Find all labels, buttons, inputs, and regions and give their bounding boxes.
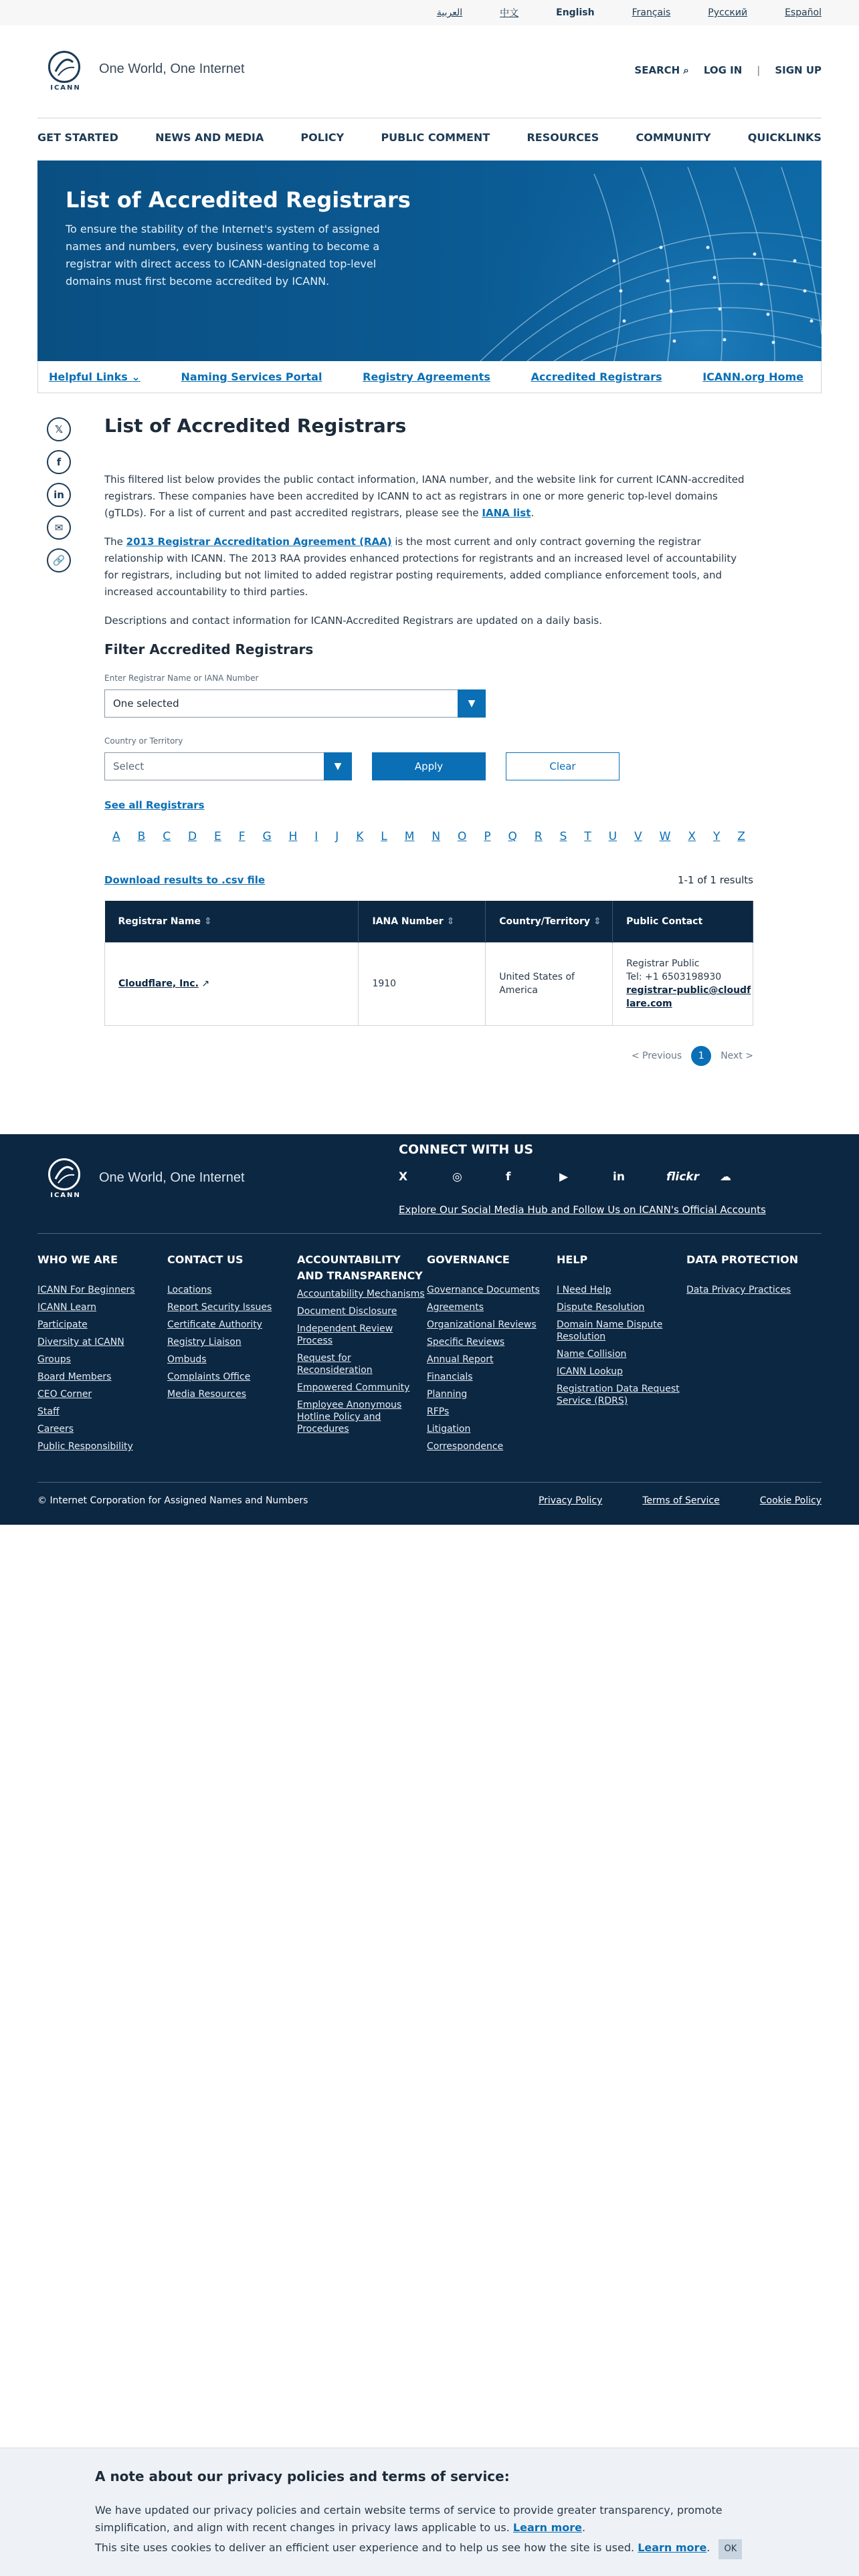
- sort-icon: ⇕: [203, 916, 212, 927]
- legal-links: [539, 1495, 822, 1506]
- contact-name: Registrar Public: [626, 958, 700, 969]
- footer-link[interactable]: Ombuds: [167, 1354, 207, 1365]
- letter-v[interactable]: V: [634, 830, 642, 843]
- letter-r[interactable]: R: [534, 830, 543, 843]
- footer-columns: [37, 1252, 816, 1458]
- cell-country: United States of America: [486, 942, 613, 1025]
- footer-link[interactable]: Domain Name Dispute Resolution: [557, 1319, 663, 1342]
- nav-policy[interactable]: POLICY: [300, 131, 345, 144]
- raa-paragraph: [104, 534, 753, 601]
- letter-q[interactable]: Q: [508, 830, 517, 843]
- flickr-icon[interactable]: flickr: [666, 1170, 699, 1184]
- footer-col-data-protection: [686, 1252, 816, 1458]
- footer-logo[interactable]: [44, 1158, 87, 1198]
- letter-g[interactable]: G: [262, 830, 272, 843]
- col-iana-number[interactable]: [359, 901, 486, 942]
- lang-russian[interactable]: Русский: [708, 7, 748, 18]
- logo-text: ICANN: [50, 84, 81, 92]
- country-select[interactable]: [104, 752, 352, 780]
- letter-d[interactable]: D: [188, 830, 197, 843]
- youtube-icon[interactable]: ▶: [559, 1170, 569, 1184]
- col-public-contact: [613, 901, 753, 942]
- letter-k[interactable]: K: [356, 830, 364, 843]
- globe-graphic: [393, 160, 822, 361]
- intro-text-a: This filtered list below provides the public contact information, IANA number, and the website link for current ICANN-accredited registrars. These companies have been accredited by ICANN to act as registrars in one or more generic top-level domains (gTLDs). For a list of current and past accredited registrars, please see the: [104, 473, 745, 519]
- facebook-icon[interactable]: f: [47, 450, 71, 474]
- nav-quicklinks[interactable]: QUICKLINKS: [747, 131, 822, 144]
- footer-link[interactable]: ICANN For Beginners: [37, 1285, 135, 1295]
- contact-email[interactable]: registrar-public@cloudflare.com: [626, 985, 751, 1009]
- results-count: 1-1 of 1 results: [677, 874, 753, 886]
- lang-french[interactable]: Français: [632, 7, 671, 18]
- apply-button[interactable]: Apply: [372, 752, 486, 780]
- header-separator: |: [757, 64, 761, 76]
- footer-link[interactable]: Data Privacy Practices: [686, 1285, 791, 1295]
- country-label: Country or Territory: [104, 736, 183, 746]
- learn-more-link[interactable]: Learn more: [512, 2521, 583, 2534]
- nav-community[interactable]: COMMUNITY: [636, 131, 711, 144]
- cell-registrar-name: [105, 942, 359, 1025]
- letter-e[interactable]: E: [214, 830, 221, 843]
- letter-c[interactable]: C: [163, 830, 171, 843]
- clear-button[interactable]: Clear: [506, 752, 619, 780]
- pagination: [104, 1046, 753, 1066]
- footer-link[interactable]: Specific Reviews: [427, 1337, 505, 1348]
- footer-link[interactable]: Correspondence: [427, 1441, 504, 1452]
- link-registry-agreements[interactable]: Registry Agreements: [363, 370, 490, 383]
- x-icon[interactable]: X: [399, 1170, 408, 1184]
- footer-link[interactable]: Independent Review Process: [297, 1323, 393, 1346]
- helpful-links-bar: [37, 361, 822, 393]
- icann-logo[interactable]: [44, 51, 87, 91]
- letter-l[interactable]: L: [381, 830, 387, 843]
- footer-link[interactable]: Public Responsibility: [37, 1441, 133, 1452]
- letter-u[interactable]: U: [608, 830, 617, 843]
- lang-spanish[interactable]: Español: [785, 7, 822, 18]
- table-row: [105, 942, 753, 1025]
- cookie-text-body: This site uses cookies to deliver an efficient user experience and to help us see how the site is used.: [95, 2541, 635, 2554]
- footer-logo-text: ICANN: [50, 1192, 81, 1199]
- page-1-button[interactable]: 1: [691, 1046, 711, 1066]
- registrar-name-select[interactable]: [104, 689, 486, 718]
- previous-page-button[interactable]: < Previous: [631, 1050, 682, 1061]
- lang-chinese[interactable]: 中文: [500, 8, 519, 19]
- col-registrar-name-label: Registrar Name: [118, 916, 201, 927]
- privacy-text-body: We have updated our privacy policies and certain website terms of service to provide greater transparency, promote simplification, and align with recent changes in privacy laws applicable to us.: [95, 2504, 723, 2534]
- table-header-row: [105, 901, 753, 942]
- chevron-down-icon: ⌄: [131, 370, 140, 383]
- letter-i[interactable]: I: [314, 830, 318, 843]
- helpful-links-label: Helpful Links: [49, 370, 128, 383]
- lang-english[interactable]: English: [556, 7, 595, 18]
- registrar-name-value: One selected: [113, 697, 179, 710]
- footer-col-title: DATA PROTECTION: [686, 1253, 799, 1266]
- footer-link[interactable]: Document Disclosure: [297, 1306, 397, 1317]
- footer-link[interactable]: Agreements: [427, 1302, 484, 1313]
- footer-link[interactable]: Accountability Mechanisms: [297, 1289, 425, 1299]
- link-accredited-registrars[interactable]: Accredited Registrars: [531, 370, 662, 383]
- registrar-link[interactable]: Cloudflare, Inc.: [118, 978, 199, 989]
- copyright: © Internet Corporation for Assigned Names and Numbers: [37, 1495, 308, 1506]
- social-hub-link[interactable]: Explore Our Social Media Hub and Follow Us on ICANN's Official Accounts: [399, 1204, 766, 1216]
- linkedin-icon[interactable]: in: [47, 483, 71, 507]
- footer-link[interactable]: I Need Help: [557, 1285, 611, 1295]
- col-public-contact-label: Public Contact: [626, 916, 703, 927]
- footer-link[interactable]: Planning: [427, 1389, 468, 1400]
- footer-link[interactable]: Registry Liaison: [167, 1337, 242, 1348]
- registrar-name-label: Enter Registrar Name or IANA Number: [104, 673, 259, 683]
- privacy-banner: [0, 2448, 859, 2576]
- letter-w[interactable]: W: [659, 830, 671, 843]
- footer-link[interactable]: Locations: [167, 1285, 212, 1295]
- cell-iana-number: 1910: [359, 942, 486, 1025]
- footer-col-title: WHO WE ARE: [37, 1253, 118, 1266]
- footer-link[interactable]: Media Resources: [167, 1389, 246, 1400]
- footer-col-title: CONTACT US: [167, 1253, 244, 1266]
- search-label: SEARCH: [634, 64, 680, 76]
- raa-link[interactable]: 2013 Registrar Accreditation Agreement (RAA): [126, 536, 392, 548]
- alphabet-filter: [104, 830, 753, 843]
- signup-link[interactable]: SIGN UP: [775, 64, 822, 76]
- email-icon[interactable]: ✉: [47, 516, 71, 540]
- letter-h[interactable]: H: [288, 830, 298, 843]
- download-csv-link[interactable]: Download results to .csv file: [104, 874, 266, 886]
- col-country[interactable]: [486, 901, 613, 942]
- update-note: Descriptions and contact information for ICANN-Accredited Registrars are updated on a daily basis.: [104, 615, 602, 627]
- footer-link[interactable]: Employee Anonymous Hotline Policy and Procedures: [297, 1400, 402, 1434]
- connect-title: CONNECT WITH US: [399, 1142, 534, 1157]
- cookie-policy-link[interactable]: Cookie Policy: [759, 1495, 822, 1506]
- nav-get-started[interactable]: GET STARTED: [37, 131, 118, 144]
- footer-link[interactable]: ICANN Lookup: [557, 1366, 623, 1377]
- letter-j[interactable]: J: [335, 830, 339, 843]
- footer-link[interactable]: Participate: [37, 1319, 88, 1330]
- letter-p[interactable]: P: [484, 830, 491, 843]
- letter-n[interactable]: N: [432, 830, 441, 843]
- chevron-down-icon[interactable]: ▼: [324, 752, 352, 780]
- results-toolbar: [104, 874, 753, 886]
- next-page-button[interactable]: Next >: [721, 1050, 753, 1061]
- col-country-label: Country/Territory: [499, 916, 591, 927]
- footer-col-help: [557, 1252, 686, 1458]
- footer-link[interactable]: Name Collision: [557, 1349, 627, 1360]
- login-link[interactable]: LOG IN: [703, 64, 743, 76]
- footer-link[interactable]: CEO Corner: [37, 1389, 92, 1400]
- ok-button[interactable]: OK: [719, 2539, 742, 2559]
- iana-list-link[interactable]: IANA list: [482, 507, 531, 519]
- tagline: One World, One Internet: [99, 62, 245, 76]
- link-naming-services-portal[interactable]: Naming Services Portal: [181, 370, 322, 383]
- lang-arabic[interactable]: العربية: [436, 7, 463, 18]
- footer-link[interactable]: RFPs: [427, 1406, 450, 1417]
- see-all-registrars-link[interactable]: See all Registrars: [104, 799, 205, 811]
- country-select-placeholder: Select: [113, 760, 145, 772]
- footer-tagline: One World, One Internet: [99, 1170, 245, 1185]
- privacy-title: A note about our privacy policies and terms of service:: [95, 2468, 510, 2484]
- instagram-icon[interactable]: ◎: [452, 1170, 462, 1184]
- hero-title: List of Accredited Registrars: [66, 187, 411, 213]
- globe-icon: [48, 1158, 80, 1190]
- raa-text-b: is the most current and only contract governing the registrar relationship with ICANN. The 2013 RAA provides enhanced protections for registrants and an increased level of accountability for registrars, including but not limited to added registrar posting requirements, added compliance enforcement tools, and increased accountability to third parties.: [104, 536, 737, 598]
- search-icon: ⌕: [683, 64, 689, 76]
- footer-link[interactable]: Governance Documents: [427, 1285, 540, 1295]
- letter-z[interactable]: Z: [737, 830, 745, 843]
- hero-banner: [37, 160, 822, 361]
- footer-divider-bottom: [37, 1482, 822, 1483]
- footer-link[interactable]: Organizational Reviews: [427, 1319, 537, 1330]
- sort-icon: ⇕: [593, 916, 601, 927]
- terms-of-service-link[interactable]: Terms of Service: [642, 1495, 720, 1506]
- footer-link[interactable]: Board Members: [37, 1372, 112, 1382]
- soundcloud-icon[interactable]: ☁: [720, 1170, 731, 1184]
- letter-m[interactable]: M: [404, 830, 415, 843]
- intro-paragraph: [104, 471, 753, 522]
- contact-tel: Tel: +1 6503198930: [626, 972, 722, 982]
- footer-col-accountability: [297, 1252, 427, 1458]
- footer-link[interactable]: Groups: [37, 1354, 71, 1365]
- footer-col-who-we-are: [37, 1252, 167, 1458]
- x-icon[interactable]: 𝕏: [47, 417, 71, 441]
- footer-link[interactable]: ICANN Learn: [37, 1302, 97, 1313]
- privacy-policy-link[interactable]: Privacy Policy: [538, 1495, 603, 1506]
- footer-link[interactable]: Registration Data Request Service (RDRS): [557, 1384, 680, 1406]
- main-nav: [37, 131, 822, 144]
- link-icon[interactable]: 🔗: [47, 548, 71, 572]
- header-links: [634, 64, 822, 76]
- footer-link[interactable]: Empowered Community: [297, 1382, 410, 1393]
- footer-link[interactable]: Financials: [427, 1372, 473, 1382]
- footer-link[interactable]: Diversity at ICANN: [37, 1337, 124, 1348]
- site-header: [0, 25, 859, 118]
- cookie-text: This site uses cookies to deliver an efficient user experience and to help us see how the site is used. Learn more. OK: [95, 2539, 764, 2559]
- footer-col-title: GOVERNANCE: [427, 1253, 510, 1266]
- footer-divider: [37, 1233, 822, 1234]
- nav-resources[interactable]: RESOURCES: [527, 131, 599, 144]
- letter-s[interactable]: S: [559, 830, 567, 843]
- letter-x[interactable]: X: [688, 830, 696, 843]
- letter-o[interactable]: O: [457, 830, 467, 843]
- footer-link[interactable]: Complaints Office: [167, 1372, 251, 1382]
- letter-a[interactable]: A: [112, 830, 120, 843]
- footer-link[interactable]: Request for Reconsideration: [297, 1353, 373, 1376]
- letter-t[interactable]: T: [584, 830, 591, 843]
- footer-social-icons: [399, 1170, 773, 1184]
- search-link[interactable]: [634, 64, 688, 76]
- letter-b[interactable]: B: [137, 830, 146, 843]
- sort-icon: ⇕: [446, 916, 455, 927]
- chevron-down-icon[interactable]: ▼: [458, 689, 486, 718]
- site-footer: [0, 1134, 859, 1525]
- footer-link[interactable]: Annual Report: [427, 1354, 494, 1365]
- footer-col-contact-us: [167, 1252, 297, 1458]
- nav-news-and-media[interactable]: NEWS AND MEDIA: [155, 131, 264, 144]
- linkedin-icon[interactable]: in: [613, 1170, 625, 1184]
- privacy-text: We have updated our privacy policies and certain website terms of service to provide greater transparency, promote simplification, and align with recent changes in privacy laws applicable to us. Learn more.: [95, 2504, 723, 2534]
- footer-col-governance: [427, 1252, 557, 1458]
- footer-col-title: ACCOUNTABILITY AND TRANSPARENCY: [297, 1253, 423, 1282]
- facebook-icon[interactable]: f: [506, 1170, 511, 1184]
- link-icann-home[interactable]: ICANN.org Home: [702, 370, 803, 383]
- language-bar: [0, 0, 859, 25]
- footer-link[interactable]: Dispute Resolution: [557, 1302, 645, 1313]
- cookie-learn-more-link[interactable]: Learn more: [638, 2541, 707, 2554]
- share-buttons: [47, 417, 71, 572]
- cell-public-contact: [613, 942, 753, 1025]
- col-registrar-name[interactable]: [105, 901, 359, 942]
- footer-link[interactable]: Report Security Issues: [167, 1302, 272, 1313]
- footer-link[interactable]: Staff: [37, 1406, 60, 1417]
- main-content: [104, 415, 753, 1066]
- letter-f[interactable]: F: [238, 830, 246, 843]
- globe-icon: [48, 51, 80, 83]
- helpful-links-toggle[interactable]: [49, 370, 140, 383]
- footer-link[interactable]: Certificate Authority: [167, 1319, 262, 1330]
- raa-text-a: The: [104, 536, 126, 548]
- footer-col-title: HELP: [557, 1253, 588, 1266]
- letter-y[interactable]: Y: [712, 830, 721, 843]
- intro-text-b: .: [531, 507, 535, 519]
- col-iana-number-label: IANA Number: [372, 916, 444, 927]
- footer-link[interactable]: Litigation: [427, 1424, 471, 1434]
- hero-text: To ensure the stability of the Internet's system of assigned names and numbers, every business wanting to become a registrar with direct access to ICANN-designated top-level domains must first become accredited by ICANN.: [66, 223, 380, 288]
- footer-link[interactable]: Careers: [37, 1424, 74, 1434]
- external-link-icon: ↗: [201, 978, 210, 989]
- registrars-table: [104, 901, 753, 1026]
- filter-title: Filter Accredited Registrars: [104, 641, 314, 657]
- nav-public-comment[interactable]: PUBLIC COMMENT: [381, 131, 490, 144]
- page-title: List of Accredited Registrars: [104, 415, 407, 437]
